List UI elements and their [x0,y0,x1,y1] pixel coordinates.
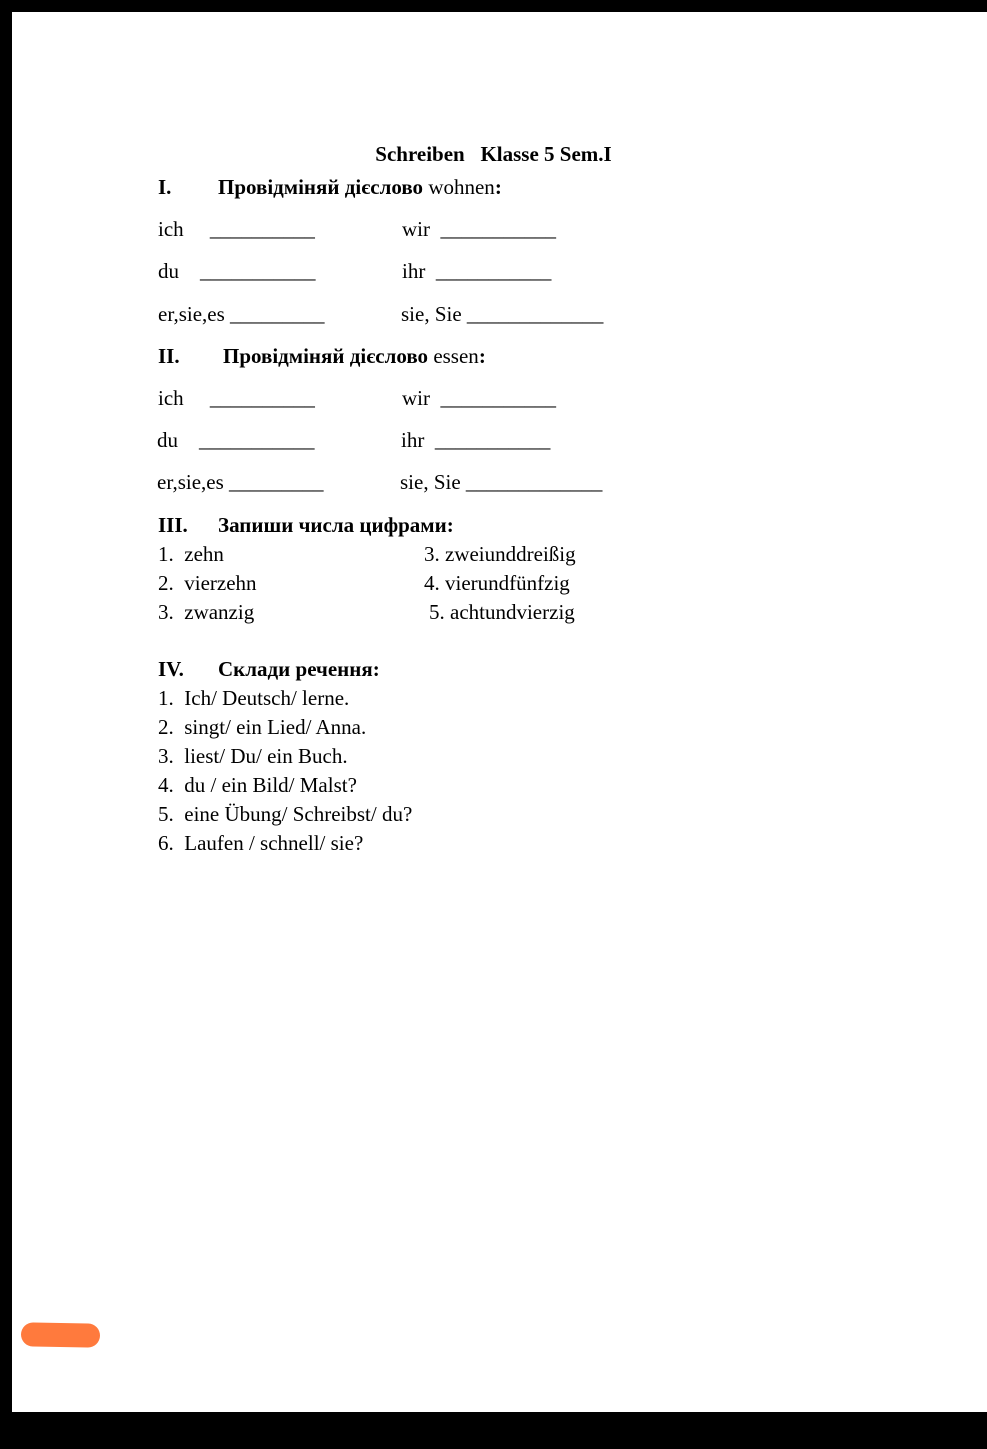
orange-highlight-mark [21,1322,100,1347]
section-2-heading-text: Провідміняй дієслово [223,344,429,368]
section-3-number: III. [158,513,188,537]
section-2-row-ihr: ihr ___________ [401,428,551,452]
section-3-left-item: 2. vierzehn [158,571,257,595]
section-2-row-wir: wir ___________ [402,386,556,410]
section-1-row-sie: sie, Sie _____________ [401,302,604,326]
section-3-heading: Запиши числа цифрами: [218,513,454,537]
section-3-right-item: 5. achtundvierzig [429,600,575,624]
section-1-colon: : [494,175,502,199]
section-1-verb: wohnen [428,175,495,199]
section-4-item: 6. Laufen / schnell/ sie? [158,831,364,855]
section-4-item: 3. liest/ Du/ ein Buch. [158,744,348,768]
section-4-number: IV. [158,657,184,681]
section-3-left-item: 1. zehn [158,542,224,566]
section-4-item: 2. singt/ ein Lied/ Anna. [158,715,367,739]
section-1-row-du: du ___________ [158,259,316,283]
page-title: Schreiben Klasse 5 Sem.I [375,142,612,166]
section-4-item: 5. eine Übung/ Schreibst/ du? [158,802,413,826]
section-2-heading [223,346,486,367]
section-2-row-du: du ___________ [157,428,315,452]
section-1-row-ihr: ihr ___________ [402,259,552,283]
section-3-left-item: 3. zwanzig [158,600,255,624]
section-3-right-item: 3. zweiunddreißig [424,542,576,566]
section-1-row-er: er,sie,es _________ [158,302,325,326]
section-1-heading [218,177,502,198]
section-3-right-item: 4. vierundfünfzig [424,571,570,595]
section-2-number: II. [158,344,180,368]
section-2-row-sie: sie, Sie _____________ [400,470,603,494]
section-1-heading-text: Провідміняй дієслово [218,175,424,199]
section-4-item: 4. du / ein Bild/ Malst? [158,773,357,797]
section-1-number: I. [158,175,172,199]
section-2-verb: essen [433,344,479,368]
section-2-row-er: er,sie,es _________ [157,470,324,494]
section-1-row-wir: wir ___________ [402,217,556,241]
section-2-colon: : [478,344,486,368]
document-page [12,12,987,1412]
section-1-row-ich: ich __________ [158,217,315,241]
section-4-item: 1. Ich/ Deutsch/ lerne. [158,686,350,710]
section-2-row-ich: ich __________ [158,386,315,410]
section-4-heading: Склади речення: [218,657,380,681]
